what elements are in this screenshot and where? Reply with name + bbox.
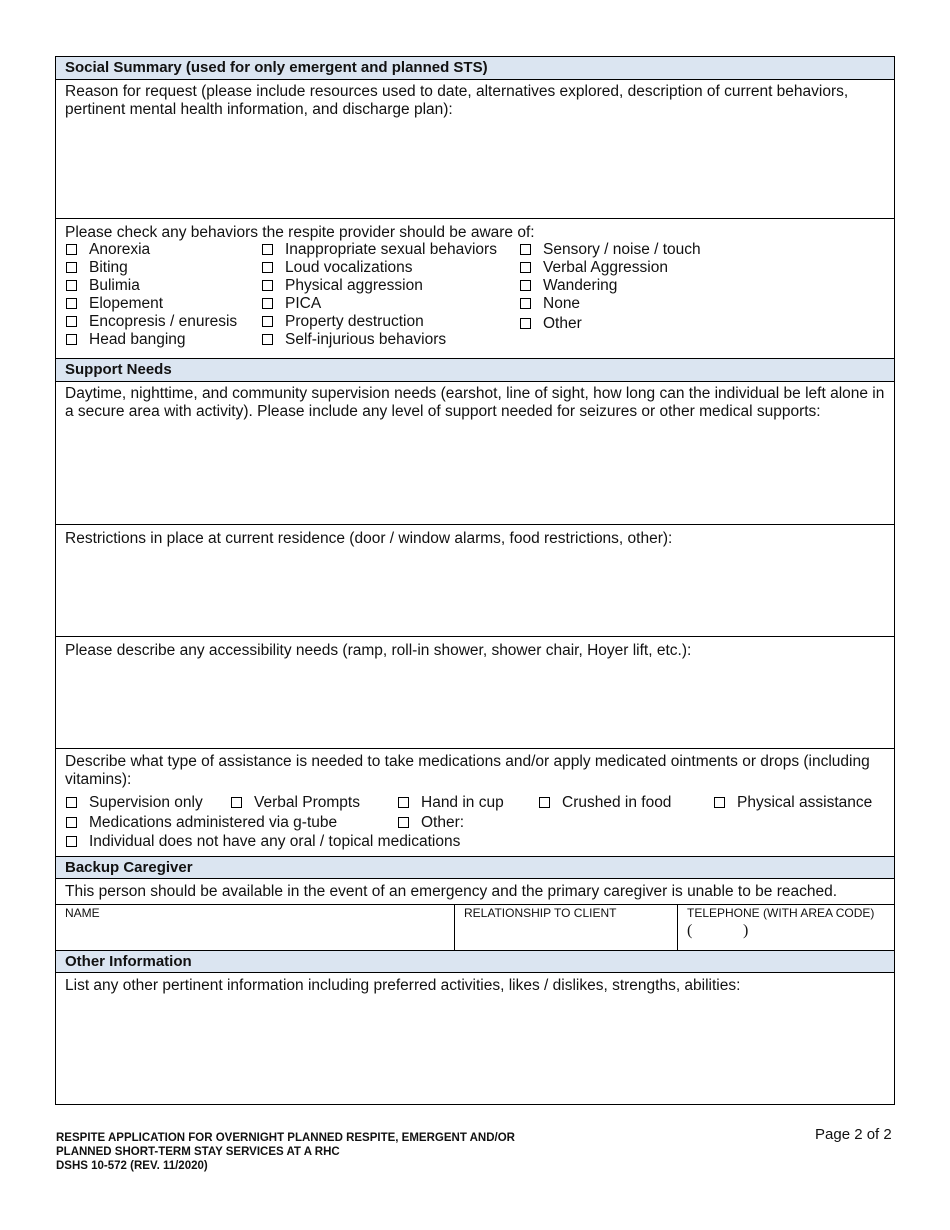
- behavior-physical-aggression[interactable]: Physical aggression: [262, 277, 423, 295]
- behavior-verbal-aggression[interactable]: Verbal Aggression: [520, 259, 668, 277]
- behavior-elopement[interactable]: Elopement: [66, 295, 163, 313]
- behavior-self-injurious[interactable]: Self-injurious behaviors: [262, 331, 446, 349]
- telephone-label: TELEPHONE (WITH AREA CODE): [687, 906, 875, 920]
- checkbox[interactable]: [262, 280, 273, 291]
- checkbox[interactable]: [66, 836, 77, 847]
- med-crushed-in-food[interactable]: Crushed in food: [539, 794, 671, 812]
- relationship-label: RELATIONSHIP TO CLIENT: [464, 906, 617, 920]
- behavior-anorexia[interactable]: Anorexia: [66, 241, 150, 259]
- behavior-bulimia[interactable]: Bulimia: [66, 277, 140, 295]
- behavior-sensory[interactable]: Sensory / noise / touch: [520, 241, 701, 259]
- checkbox[interactable]: [262, 244, 273, 255]
- form-footer: [56, 1131, 515, 1173]
- med-g-tube[interactable]: Medications administered via g-tube: [66, 814, 337, 832]
- checkbox[interactable]: [398, 797, 409, 808]
- checkbox[interactable]: [520, 318, 531, 329]
- checkbox[interactable]: [262, 298, 273, 309]
- page-number: Page 2 of 2: [815, 1126, 892, 1143]
- checkbox[interactable]: [262, 316, 273, 327]
- behavior-property-destruction[interactable]: Property destruction: [262, 313, 424, 331]
- checkbox[interactable]: [262, 334, 273, 345]
- med-none[interactable]: Individual does not have any oral / topical medications: [66, 833, 460, 851]
- checkbox[interactable]: [539, 797, 550, 808]
- restrictions-prompt: Restrictions in place at current residence (door / window alarms, food restrictions, other):: [65, 530, 673, 547]
- med-supervision-only[interactable]: Supervision only: [66, 794, 203, 812]
- behavior-inappropriate-sexual[interactable]: Inappropriate sexual behaviors: [262, 241, 497, 259]
- med-physical-assistance[interactable]: Physical assistance: [714, 794, 872, 812]
- behavior-other[interactable]: Other: [520, 315, 582, 333]
- checkbox[interactable]: [520, 280, 531, 291]
- social-summary-header: Social Summary (used for only emergent and planned STS): [56, 57, 894, 80]
- backup-note: This person should be available in the event of an emergency and the primary caregiver is unable to be reached.: [56, 879, 894, 905]
- behaviors-prompt: Please check any behaviors the respite provider should be aware of:: [65, 224, 535, 241]
- area-code-open-paren: (: [687, 922, 693, 939]
- other-information-prompt: List any other pertinent information including preferred activities, likes / dislikes, strengths, abilities:: [65, 977, 741, 994]
- checkbox[interactable]: [520, 262, 531, 273]
- footer-form-number: DSHS 10-572 (REV. 11/2020): [56, 1160, 208, 1172]
- support-needs-header: Support Needs: [56, 359, 894, 382]
- checkbox[interactable]: [714, 797, 725, 808]
- reason-for-request-field[interactable]: [56, 80, 894, 219]
- backup-relationship-cell[interactable]: [455, 905, 677, 951]
- checkbox[interactable]: [520, 298, 531, 309]
- behavior-pica[interactable]: PICA: [262, 295, 321, 313]
- name-label: NAME: [65, 906, 100, 920]
- form-frame: [55, 56, 895, 1105]
- backup-contact-row: [56, 905, 894, 951]
- medication-section: [56, 749, 894, 857]
- behaviors-section: [56, 219, 894, 359]
- behavior-loud-vocalizations[interactable]: Loud vocalizations: [262, 259, 413, 277]
- footer-title-line1: RESPITE APPLICATION FOR OVERNIGHT PLANNED RESPITE, EMERGENT AND/OR: [56, 1132, 515, 1144]
- checkbox[interactable]: [66, 298, 77, 309]
- behavior-none[interactable]: None: [520, 295, 580, 313]
- checkbox[interactable]: [231, 797, 242, 808]
- reason-prompt: Reason for request (please include resources used to date, alternatives explored, description of current behaviors, pertinent mental health information, and discharge plan):: [65, 83, 849, 118]
- restrictions-field[interactable]: [56, 525, 894, 637]
- checkbox[interactable]: [66, 262, 77, 273]
- backup-name-cell[interactable]: [56, 905, 454, 951]
- other-information-header: Other Information: [56, 951, 894, 973]
- behavior-encopresis[interactable]: Encopresis / enuresis: [66, 313, 237, 331]
- accessibility-field[interactable]: [56, 637, 894, 749]
- behavior-wandering[interactable]: Wandering: [520, 277, 617, 295]
- checkbox[interactable]: [66, 797, 77, 808]
- medication-prompt: Describe what type of assistance is needed to take medications and/or apply medicated ointments or drops (including vitamins):: [65, 753, 870, 788]
- accessibility-prompt: Please describe any accessibility needs (ramp, roll-in shower, shower chair, Hoyer lift, etc.):: [65, 642, 692, 659]
- supervision-needs-field[interactable]: [56, 382, 894, 525]
- backup-telephone-cell[interactable]: [678, 905, 894, 951]
- checkbox[interactable]: [520, 244, 531, 255]
- checkbox[interactable]: [66, 280, 77, 291]
- supervision-prompt: Daytime, nighttime, and community supervision needs (earshot, line of sight, how long can the individual be left alone in a secure area with activity). Please include any level of support needed for seizures or other medical supports:: [65, 385, 885, 420]
- checkbox[interactable]: [66, 334, 77, 345]
- med-other[interactable]: Other:: [398, 814, 464, 832]
- med-verbal-prompts[interactable]: Verbal Prompts: [231, 794, 360, 812]
- other-information-field[interactable]: [56, 973, 894, 1104]
- backup-caregiver-header: Backup Caregiver: [56, 857, 894, 879]
- checkbox[interactable]: [262, 262, 273, 273]
- checkbox[interactable]: [66, 316, 77, 327]
- checkbox[interactable]: [66, 244, 77, 255]
- checkbox[interactable]: [398, 817, 409, 828]
- behavior-biting[interactable]: Biting: [66, 259, 128, 277]
- checkbox[interactable]: [66, 817, 77, 828]
- footer-title-line2: PLANNED SHORT-TERM STAY SERVICES AT A RHC: [56, 1146, 340, 1158]
- behavior-head-banging[interactable]: Head banging: [66, 331, 186, 349]
- med-hand-in-cup[interactable]: Hand in cup: [398, 794, 504, 812]
- area-code-close-paren: ): [743, 922, 749, 939]
